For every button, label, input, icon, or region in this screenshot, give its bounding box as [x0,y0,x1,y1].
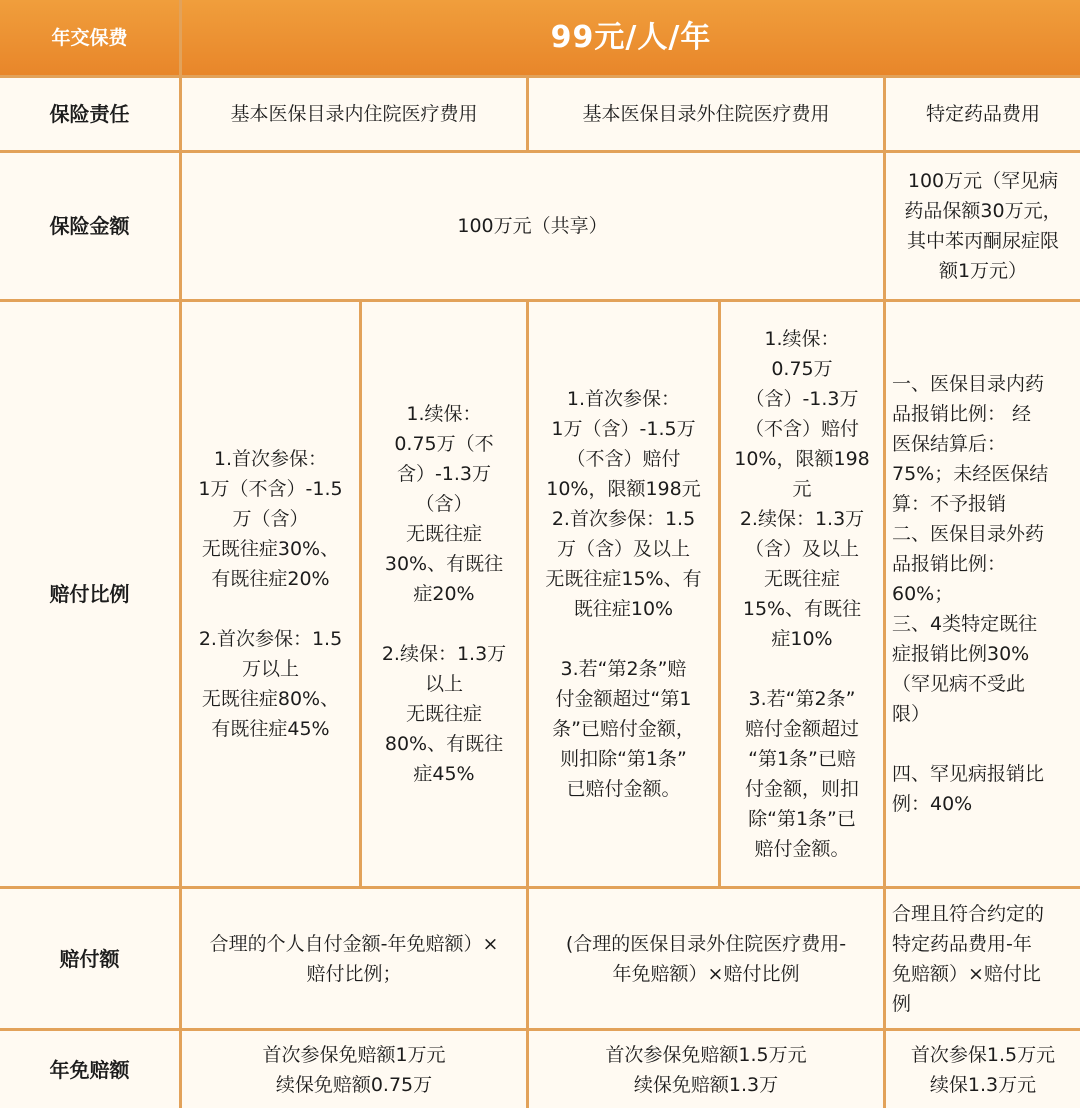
coverage-out-catalog: 基本医保目录外住院医疗费用 [582,103,830,125]
sum-insured-shared-cell [182,153,883,299]
ratio-drugs: 一、医保目录内药 品报销比例： 经 医保结算后： 75%；未经医保结 算：不予报销 二、医保目录外药 品报销比例： 60%； 三、4类特定既往 症报销比例30% （罕见病不受此 限） 四、罕见病报销比 例：40% [892,373,1049,815]
coverage-col2-cell [529,78,883,150]
sum-insured-drug: 100万元（罕见病 药品保额30万元， 其中苯丙酮尿症限 额1万元） [904,170,1062,282]
sum-insured-shared: 100万元（共享） [457,215,608,237]
payout-col1-cell [182,889,526,1028]
deductible-col2-cell [529,1031,883,1108]
payout-out-catalog: (合理的医保目录外住院医疗费用- 年免赔额）×赔付比例 [565,932,847,985]
ratio-first-enroll-in-catalog: 1.首次参保： 1万（不含）-1.5 万（含） 无既往症30%、 有既往症20% 2.首次参保：1.5 万以上 无既往症80%、 有既往症45% [198,448,343,740]
payout-col2-cell [529,889,883,1028]
deductible-label-cell [0,1031,179,1108]
sum-insured-label-cell [0,153,179,299]
deductible-col1-cell [182,1031,526,1108]
payout-label-cell [0,889,179,1028]
sum-insured-label: 保险金额 [49,214,130,238]
coverage-label: 保险责任 [49,102,130,126]
payout-label: 赔付额 [59,946,120,971]
ratio-renewal-out-catalog-cell [721,302,883,886]
payout-in-catalog: 合理的个人自付金额-年免赔额）× 赔付比例； [209,932,499,985]
premium-label: 年交保费 [51,26,128,49]
coverage-col1-cell [182,78,526,150]
payout-col3-cell [886,889,1080,1028]
premium-price-cell [182,0,1080,75]
deductible-col3-cell [886,1031,1080,1108]
ratio-first-enroll-in-catalog-cell [182,302,359,886]
premium-label-cell [0,0,179,75]
deductible-in-catalog: 首次参保免赔额1万元 续保免赔额0.75万 [262,1043,446,1096]
coverage-in-catalog: 基本医保目录内住院医疗费用 [230,103,478,125]
coverage-label-cell [0,78,179,150]
ratio-drugs-cell [886,302,1080,886]
coverage-drugs: 特定药品费用 [925,103,1040,125]
payout-drugs: 合理且符合约定的 特定药品费用-年 免赔额）×赔付比 例 [892,902,1045,1015]
sum-insured-drug-cell [886,153,1080,299]
premium-price: 99元/人/年 [550,19,712,55]
ratio-renewal-in-catalog: 1.续保： 0.75万（不 含）-1.3万 （含） 无既往症 30%、有既往 症20% 2.续保：1.3万 以上 无既往症 80%、有既往 症45% [381,403,507,785]
ratio-first-enroll-out-catalog: 1.首次参保： 1万（含）-1.5万 （不含）赔付 10%，限额198元 2.首次参保：1.5 万（含）及以上 无既往症15%、有 既往症10% 3.若“第2条”赔 付金额超过“第1 条”已赔付金额， 则扣除“第1条” 已赔付金额。 [545,388,702,800]
ratio-first-enroll-out-catalog-cell [529,302,718,886]
deductible-drugs: 首次参保1.5万元 续保1.3万元 [910,1043,1056,1096]
deductible-out-catalog: 首次参保免赔额1.5万元 续保免赔额1.3万 [605,1043,807,1096]
ratio-label: 赔付比例 [49,582,130,606]
ratio-label-cell [0,302,179,886]
ratio-renewal-out-catalog: 1.续保： 0.75万 （含）-1.3万 （不含）赔付 10%，限额198 元 2.续保：1.3万 （含）及以上 无既往症 15%、有既往 症10% 3.若“第2条” 赔付金额超过 “第1条”已赔 付金额，则扣 除“第1条”已 赔付金额。 [734,328,870,860]
deductible-label: 年免赔额 [49,1057,130,1082]
ratio-renewal-in-catalog-cell [362,302,526,886]
coverage-col3-cell [886,78,1080,150]
